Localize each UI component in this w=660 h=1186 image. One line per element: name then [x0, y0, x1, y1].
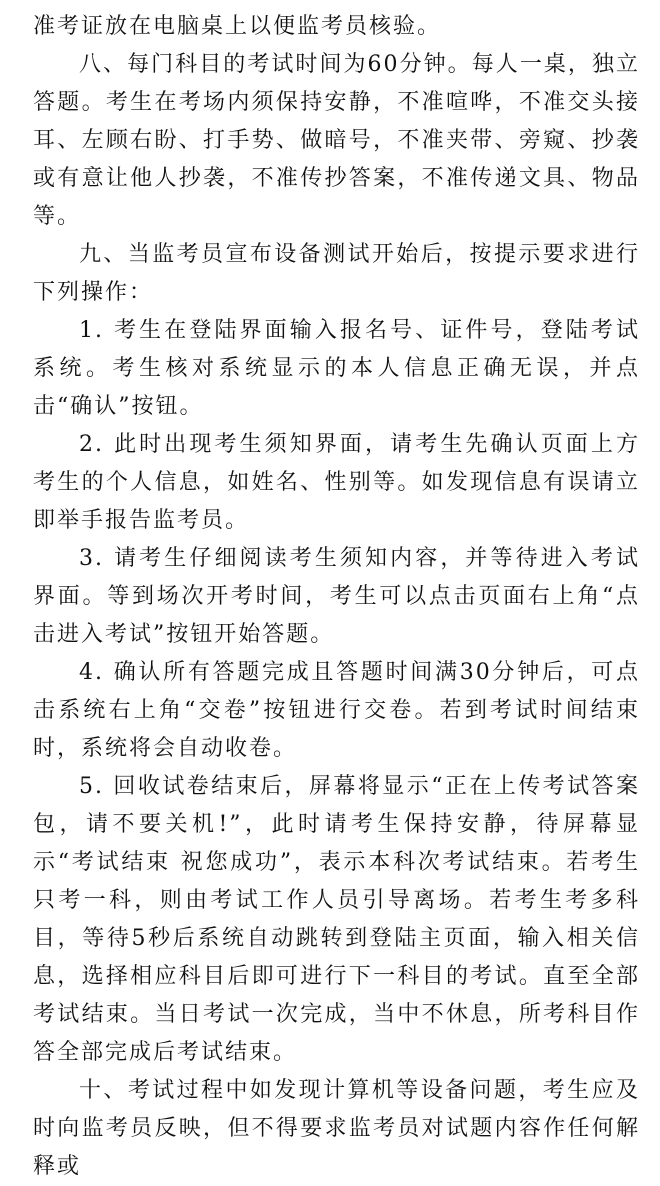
- paragraph-continuation: 准考证放在电脑桌上以便监考员核验。: [33, 14, 442, 39]
- paragraph-rule-8: 八、每门科目的考试时间为60分钟。每人一桌，独立答题。考生在考场内须保持安静，不准喧哗，不准交头接耳、左顾右盼、打手势、做暗号，不准夹带、旁窥、抄袭或有意让他人抄袭，不准传抄答案，不准传递文具、物品等。: [33, 52, 640, 229]
- paragraph-step-2: 2. 此时出现考生须知界面，请考生先确认页面上方考生的个人信息，如姓名、性别等。如发现信息有误请立即举手报告监考员。: [33, 432, 640, 533]
- paragraph-step-1: 1. 考生在登陆界面输入报名号、证件号，登陆考试系统。考生核对系统显示的本人信息正确无误，并点击“确认”按钮。: [33, 318, 640, 419]
- paragraph-rule-9: 九、当监考员宣布设备测试开始后，按提示要求进行下列操作：: [33, 242, 640, 305]
- paragraph-step-3: 3. 请考生仔细阅读考生须知内容，并等待进入考试界面。等到场次开考时间，考生可以点击页面右上角“点击进入考试”按钮开始答题。: [33, 546, 640, 647]
- paragraph-rule-10: 十、考试过程中如发现计算机等设备问题，考生应及时向监考员反映，但不得要求监考员对试题内容作任何解释或: [33, 1078, 640, 1179]
- paragraph-step-4: 4. 确认所有答题完成且答题时间满30分钟后，可点击系统右上角“交卷”按钮进行交卷。若到考试时间结束时，系统将会自动收卷。: [33, 660, 640, 761]
- paragraph-step-5: 5. 回收试卷结束后，屏幕将显示“正在上传考试答案包，请不要关机!”，此时请考生保持安静，待屏幕显示“考试结束 祝您成功”，表示本科次考试结束。若考生只考一科，则由考试工作人员引导离场。若考生考多科目，等待5秒后系统自动跳转到登陆主页面，输入相关信息，选择相应科目后即可进行下一科目的考试。直至全部考试结束。当日考试一次完成，当中不休息，所考科目作答全部完成后考试结束。: [33, 774, 640, 1065]
